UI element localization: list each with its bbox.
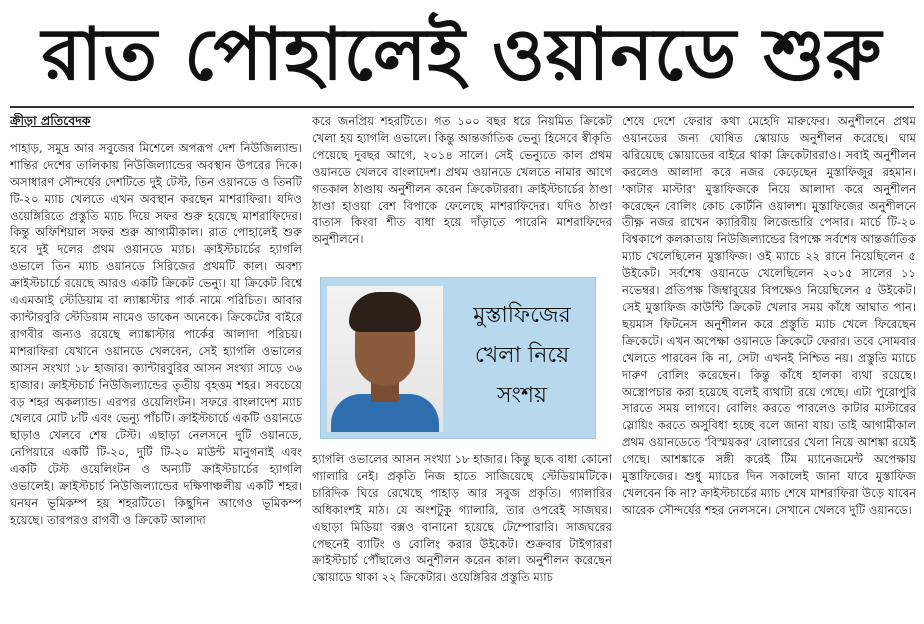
column-1-text: পাহাড়, সমুদ্র আর সবুজের মিশেলে অপরূপ দেশ নিউজিল্যান্ড। শান্তির দেশের তালিকায় নিউজিল্যান্ডের অবস্থান উপরের দিকে। অসাধারণ সৌন্দর্যের দেশটিতে দুই টেস্ট, তিন ওয়ানডে ও তিনটি টি-২০ ম্যাচ খেলতে এখন অবস্থান করছেন মাশরাফিরা। যদিও ওয়েঙ্গিরিতে প্রস্তুতি ম্যাচ দিয়ে সফর শুরু হয়েছে মাশরাফিদের। কিন্তু অফিশিয়াল সফর শুরু আগামীকাল। রাত পোহালেই শুরু হবে দুই দলের প্রথম ওয়ানডে ম্যাচ। ক্রাইস্টচার্চের হ্যাগলি ওভালে তিন ম্যাচ ওয়ানডে সিরিজের প্রথমটি কাল। অবশ্য ক্রাইস্টচার্চে রয়েছে আরও একটি ক্রিকেট ভেন্যু। যা ক্রিকেট বিশ্বে এএমআই স্টেডিয়াম বা ল্যাঙ্কাস্টার পার্ক নামে পরিচিত। আবার ক্যান্টারবুরি স্টেডিয়াম নামেও ডাকেন অনেকে। ক্রিকেটের বাইরে রাগবীর জন্যও রয়েছে ল্যাঙ্কাস্টার পার্কের আলাদা পরিচয়। মাশরাফিরা যেখানে ওয়ানডে খেলবেন, সেই হ্যাগলি ওভালের আসন সংখ্যা ১৮ হাজার। ক্যান্টারবুরির আসন সংখ্যা সাড়ে ৩৬ হাজার। ক্রাইস্টচার্চ নিউজিল্যান্ডের তৃতীয় বৃহত্তম শহর। সবচেয়ে বড় শহর অকল্যান্ড। এরপর ওয়েলিংটন। সফরে বাংলাদেশ ম্যাচ খেলবে মোট ৮টি এবং ভেন্যু পাঁচটি। ক্রাইস্টচার্চে একটি ওয়ানডে ছাড়াও খেলবে শেষ টেস্ট। এছাড়া নেলসনে দুটি ওয়ানডে, নেপিয়ারে একটি টি-২০, দুটি টি-২০ মাউন্ট মানুগনাই এবং একটি টেস্ট ওয়েলিংটন ও অন্যটি ক্রাইস্টচার্চের হ্যাগলি ওভালেই। ক্রাইস্টচার্চ নিউজিল্যান্ডের দক্ষিণাঞ্চলীয় একটি শহর। ঘনঘন ভূমিকম্প হয় শহরটিতে। কিছুদিন আগেও ভূমিকম্প হয়েছে। তারপরও রাগবী ও ক্রিকেট আলাদা bbox=[10, 140, 302, 527]
byline: ক্রীড়া প্রতিবেদক bbox=[10, 113, 91, 128]
photo-hair bbox=[349, 292, 421, 332]
column-3-text: শেষে দেশে ফেরার কথা মেহেদি মারুফের। অনুশীলনে প্রথম ওয়ানডের জন্য ঘোষিত স্কোয়াড অনুশীলন করেছে। ঘাম ঝরিয়েছে স্কোয়াডের বাইরে থাকা ক্রিকেটাররাও। সবাই অনুশীলন করলেও আলাদা করে নজর কেড়েছেন মুস্তাফিজুর রহমান। 'কাটার মাস্টার' মুস্তাফিজকে নিয়ে আলাদা করে অনুশীলন করেছেন বোলিং কোচ কোর্টনি ওয়ালশ। মুস্তাফিজের অনুশীলনে তীক্ষ্ণ নজর রাখেন ক্যারিবীয় লিজেন্ডারি পেসার। মার্চে টি-২০ বিশ্বকাপে কলকাতায় নিউজিল্যান্ডের বিপক্ষে সর্বশেষ আন্তর্জাতিক ম্যাচ খেলেছিলেন মুস্তাফিজ। ওই ম্যাচে ২২ রানে নিয়েছিলেন ৫ উইকেট। সর্বশেষ ওয়ানডে খেলেছিলেন ২০১৫ সালের ১১ নভেম্বর। প্রতিপক্ষ জিম্বাবুয়ের বিপক্ষেও নিয়েছিলেন ৫ উইকেট। সেই মুস্তাফিজ কাউন্টি ক্রিকেট খেলার সময় কাঁধে আঘাত পান। ছয়মাস ফিটনেস অনুশীলন করে প্রস্তুতি ম্যাচ খেলে ফিরেছেন ক্রিকেটে। এখন অপেক্ষা ওয়ানডে ক্রিকেটে ফেরার। তবে সোমবার খেলতে পারবেন কি না, সেটা এখনই নিশ্চিত নয়। প্রস্তুতি ম্যাচে দারুণ বোলিং করেছেন। কিন্তু কাঁধে হালকা ব্যথা রয়েছে। অস্ত্রোপচার করা হয়েছে বলেই ব্যথাটা রয়ে গেছে। এটা পুরোপুরি সারতে সময় লাগবে। বোলিং করতে পারলেও কাটার মাস্টারের স্লোয়িং করতে অসুবিধা হচ্ছে বলে জানা যায়। তাই আগামীকাল প্রথম ওয়ানডেতে 'বিস্ময়কর' বোলারের খেলা নিয়ে আশঙ্কা রয়েই গেছে। আশঙ্কাকে সঙ্গী করেই টিম ম্যানেজমেন্ট অপেক্ষায় মুস্তাফিজের। শুধু ম্যাচের দিন সকালেই জানা যাবে মুস্তাফিজ খেলবেন কি না? ক্রাইস্টচার্চের ম্যাচ শেষে মাশরাফিরা উড়ে যাবেন আরেক সৌন্দর্যের শহর নেলসনে। সেখানে খেলবে দুটি ওয়ানডে। bbox=[622, 114, 916, 517]
column-3 bbox=[622, 113, 916, 619]
column-2 bbox=[312, 113, 612, 619]
column-1 bbox=[10, 113, 302, 619]
column-2-bottom bbox=[312, 451, 612, 619]
headline: রাত পোহালেই ওয়ানডে শুরু bbox=[41, 12, 883, 96]
photo-box bbox=[320, 277, 596, 439]
headline-rule bbox=[10, 106, 914, 108]
column-2-bottom-text: হ্যাগলি ওভালের আসন সংখ্যা ১৮ হাজার। কিন্তু ছকে বাধা কোনো গ্যালারি নেই। প্রকৃতি নিজ হাতে সাজিয়েছে স্টেডিয়ামটিকে। চারিদিক ঘিরে রেখেছে পাহাড় আর সবুজ প্রকৃতি। গ্যালারির অধিকাংশই মাঠ। যে অংশটুকু গ্যালারি, তার ওপরেই সাজঘর। এছাড়া মিডিয়া বক্সও বানানো হয়েছে টেম্পোরারি। সাজঘরের পেছনেই ব্যাটিং ও বোলিং করার উইকেট। শুক্রবার টাইগাররা ক্রাইস্টচার্চ পৌঁছালেও অনুশীলন করেন কাল। অনুশীলন করেছেন স্কোয়াডে থাকা ২২ ক্রিকেটার। ওয়েঙ্গিরির প্রস্তুতি ম্যাচ bbox=[312, 452, 612, 585]
column-2-top bbox=[312, 113, 612, 273]
photo-caption: মুস্তাফিজের খেলা নিয়ে সংশয় bbox=[473, 303, 571, 408]
player-photo bbox=[327, 286, 443, 432]
column-2-top-text: করে জনপ্রিয় শহরটিতে। গত ১০০ বছর ধরে নিয়মিত ক্রিকেট খেলা হয় হ্যাগলি ওভালে। কিন্তু আন্তর্জাতিক ভেন্যু হিসেবে স্বীকৃতি পেয়েছে দুবছর আগে, ২০১৪ সালে। সেই ভেন্যুতে কাল প্রথম ওয়ানডে খেলবে বাংলাদেশ। প্রথম ওয়ানডে খেলতে নামার আগে গতকাল ঠাণ্ডায় অনুশীলন করেন ক্রিকেটাররা। ক্রাইস্টচার্চের ঠাণ্ডা ঠাণ্ডা হাওয়া বেশ বিপাকে ফেলেছে মাশরাফিদের। যদিও ঠাণ্ডা বাতাস কিংবা শীত বাধা হয়ে দাঁড়াতে পারেনি মাশরাফিদের অনুশীলনে। bbox=[312, 114, 612, 247]
